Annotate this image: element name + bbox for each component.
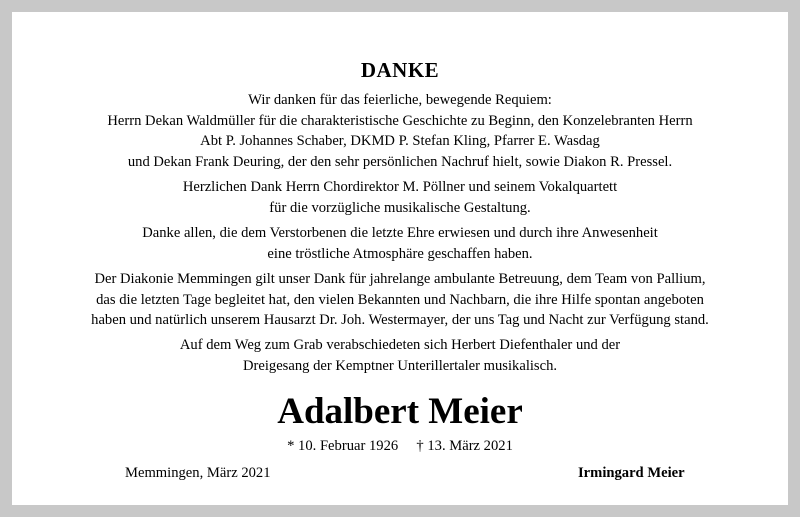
paragraph-line: und Dekan Frank Deuring, der den sehr persönlichen Nachruf hielt, sowie Diakon R. Pressel.: [127, 153, 673, 170]
obituary-card: [12, 12, 788, 505]
paragraph-line: eine tröstliche Atmosphäre geschaffen haben.: [267, 245, 533, 262]
paragraph-line: Wir danken für das feierliche, bewegende Requiem:: [248, 92, 552, 108]
paragraph-line: das die letzten Tage begleitet hat, den vielen Bekannten und Nachbarn, die ihre Hilfe spontan angeboten: [96, 291, 704, 308]
life-dates: * 10. Februar 1926 † 13. März 2021: [287, 438, 513, 454]
deceased-name: Adalbert Meier: [277, 391, 523, 432]
paragraph-line: Der Diakonie Memmingen gilt unser Dank für jahrelange ambulante Betreuung, dem Team von Pallium,: [94, 271, 706, 287]
paragraph-mourners: [12, 223, 788, 264]
place-date: Memmingen, März 2021: [125, 465, 271, 481]
paragraph-line: Abt P. Johannes Schaber, DKMD P. Stefan Kling, Pfarrer E. Wasdag: [200, 133, 600, 149]
signature: Irmingard Meier: [578, 465, 685, 481]
paragraph-requiem: [12, 90, 788, 172]
paragraph-line: Herzlichen Dank Herrn Chordirektor M. Pöllner und seinem Vokalquartett: [182, 179, 618, 195]
paragraph-music: [12, 177, 788, 218]
paragraph-line: für die vorzügliche musikalische Gestaltung.: [269, 199, 531, 216]
paragraph-line: Auf dem Weg zum Grab verabschiedeten sich Herbert Diefenthaler und der: [179, 337, 621, 353]
heading-title: DANKE: [360, 58, 440, 82]
paragraph-farewell: [12, 335, 788, 376]
paragraph-line: Dreigesang der Kemptner Unterillertaler musikalisch.: [242, 357, 558, 374]
paragraph-line: Herrn Dekan Waldmüller für die charakteristische Geschichte zu Beginn, den Konzelebranten Herrn: [107, 112, 693, 129]
paragraph-line: haben und natürlich unserem Hausarzt Dr. Joh. Westermayer, der uns Tag und Nacht zur Verfügung stand.: [91, 312, 709, 328]
paragraph-line: Danke allen, die dem Verstorbenen die letzte Ehre erwiesen und durch ihre Anwesenheit: [142, 225, 658, 241]
paragraph-care: [12, 269, 788, 331]
